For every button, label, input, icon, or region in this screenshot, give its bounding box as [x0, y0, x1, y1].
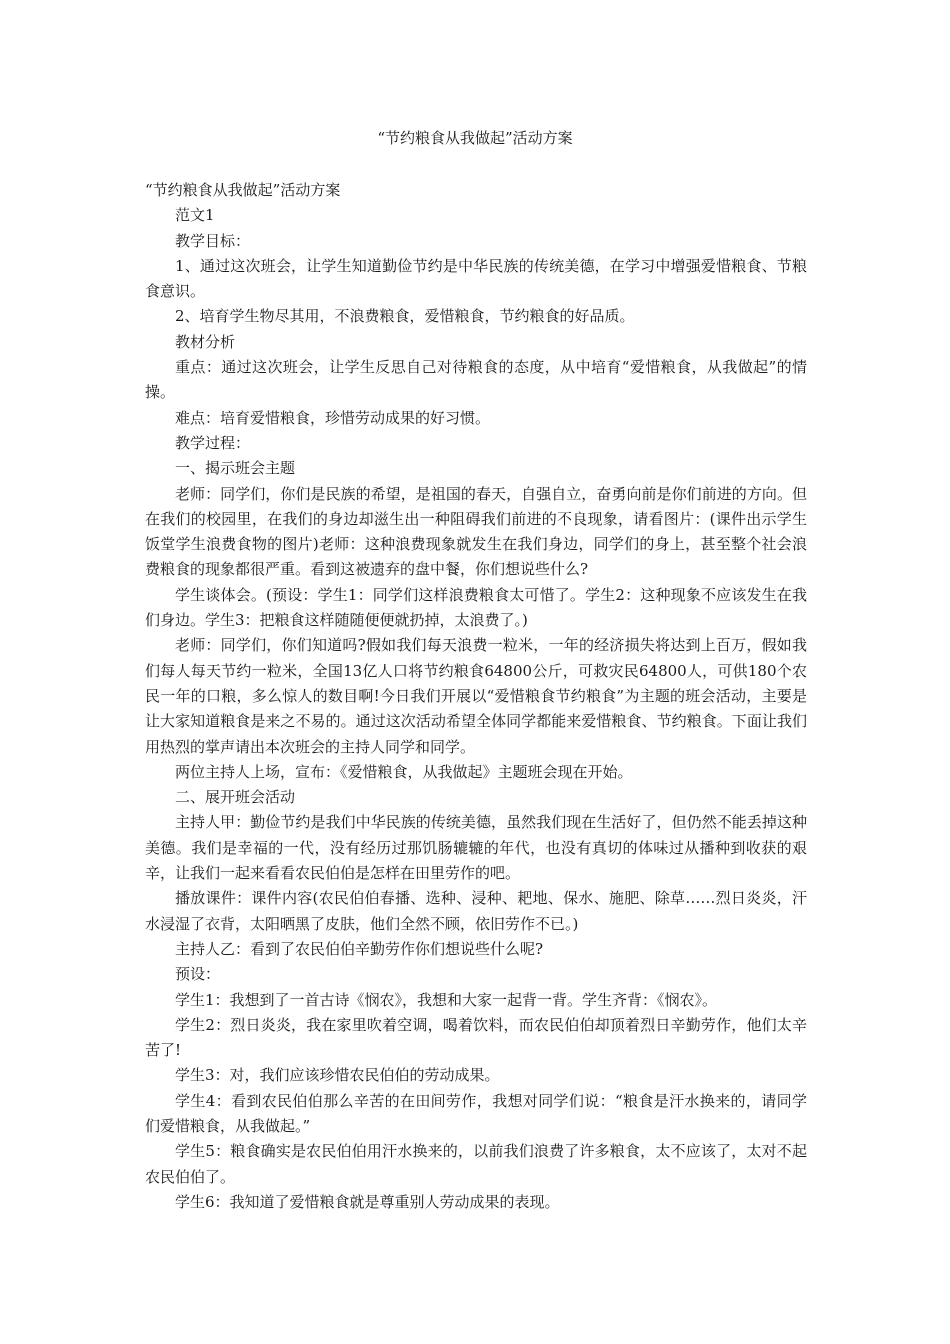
paragraph: 1、通过这次班会，让学生知道勤俭节约是中华民族的传统美德，在学习中增强爱惜粮食、节粮食意识。 — [145, 256, 807, 301]
paragraph: 播放课件：课件内容(农民伯伯春播、选种、浸种、耙地、保水、施肥、除草……烈日炎炎，汗水浸湿了衣背，太阳晒黑了皮肤，他们全然不顾，依旧劳作不已。) — [145, 889, 807, 933]
paragraph: 学生3：对，我们应该珍惜农民伯伯的劳动成果。 — [175, 1066, 500, 1085]
paragraph: 老师：同学们，你们是民族的希望，是祖国的春天，自强自立，奋勇向前是你们前进的方向。但在我们的校园里，在我们的身边却滋生出一种阻碍我们前进的不良现象，请看图片：(课件出示学生饭堂学生浪费食物的图片)老师：这种浪费现象就发生在我们身边，同学们的身上，甚至整个社会浪费粮食的现象都很严重。看到这被遗弃的盘中餐，你们想说些什么? — [145, 484, 807, 579]
paragraph: 学生谈体会。(预设：学生1：同学们这样浪费粮食太可惜了。学生2：这种现象不应该发生在我们身边。学生3：把粮食这样随随便便就扔掉，太浪费了。) — [145, 585, 807, 630]
document-subtitle: “节约粮食从我做起”活动方案 — [145, 181, 341, 199]
paragraph: 学生6：我知道了爱惜粮食就是尊重别人劳动成果的表现。 — [175, 1192, 560, 1211]
paragraph: 重点：通过这次班会，让学生反思自己对待粮食的态度，从中培育“爱惜粮食，从我做起”的情操。 — [145, 358, 807, 402]
paragraph: 学生2：烈日炎炎，我在家里吹着空调，喝着饮料，而农民伯伯却顶着烈日辛勤劳作，他们太辛苦了! — [145, 1015, 807, 1060]
paragraph: 学生4：看到农民伯伯那么辛苦的在田间劳作，我想对同学们说：“粮食是汗水换来的，请同学们爱惜粮食，从我做起。” — [145, 1091, 807, 1135]
paragraph: 范文1 — [175, 206, 215, 225]
document-title: “节约粮食从我做起”活动方案 — [377, 129, 573, 147]
paragraph: 教材分析 — [175, 332, 236, 351]
paragraph: 学生1：我想到了一首古诗《悯农》，我想和大家一起背一背。学生齐背：《悯农》。 — [175, 990, 718, 1009]
paragraph: 教学过程： — [175, 433, 251, 452]
paragraph: 难点：培育爱惜粮食，珍惜劳动成果的好习惯。 — [175, 408, 491, 427]
section-heading: 二、展开班会活动 — [175, 788, 296, 807]
paragraph: 老师：同学们，你们知道吗?假如我们每天浪费一粒米，一年的经济损失将达到上百万，假如我们每人每天节约一粒米，全国13亿人口将节约粮食64800公斤，可救灾民64800人，可供180个农民一年的口粮，多么惊人的数目啊!今日我们开展以“爱惜粮食节约粮食”为主题的班会活动，主要是让大家知道粮食是来之不易的。通过这次活动希望全体同学都能来爱惜粮食、节约粮食。下面让我们用热烈的掌声请出本次班会的主持人同学和同学。 — [145, 636, 807, 756]
paragraph: 两位主持人上场，宣布：《爱惜粮食，从我做起》主题班会现在开始。 — [175, 762, 633, 781]
paragraph: 2、培育学生物尽其用，不浪费粮食，爱惜粮食，节约粮食的好品质。 — [175, 307, 635, 326]
paragraph: 主持人乙：看到了农民伯伯辛勤劳作你们想说些什么呢? — [175, 939, 544, 958]
paragraph: 学生5：粮食确实是农民伯伯用汗水换来的，以前我们浪费了许多粮食，太不应该了，太对不起农民伯伯了。 — [145, 1142, 807, 1186]
section-heading: 一、揭示班会主题 — [175, 459, 296, 478]
paragraph: 预设： — [175, 965, 221, 984]
document-body — [145, 178, 807, 1215]
paragraph: 教学目标： — [175, 231, 251, 250]
paragraph: 主持人甲：勤俭节约是我们中华民族的传统美德，虽然我们现在生活好了，但仍然不能丢掉这种美德。我们是幸福的一代，没有经历过那饥肠辘辘的年代，也没有真切的体味过从播种到收获的艰辛，让我们一起来看看农民伯伯是怎样在田里劳作的吧。 — [145, 813, 807, 883]
